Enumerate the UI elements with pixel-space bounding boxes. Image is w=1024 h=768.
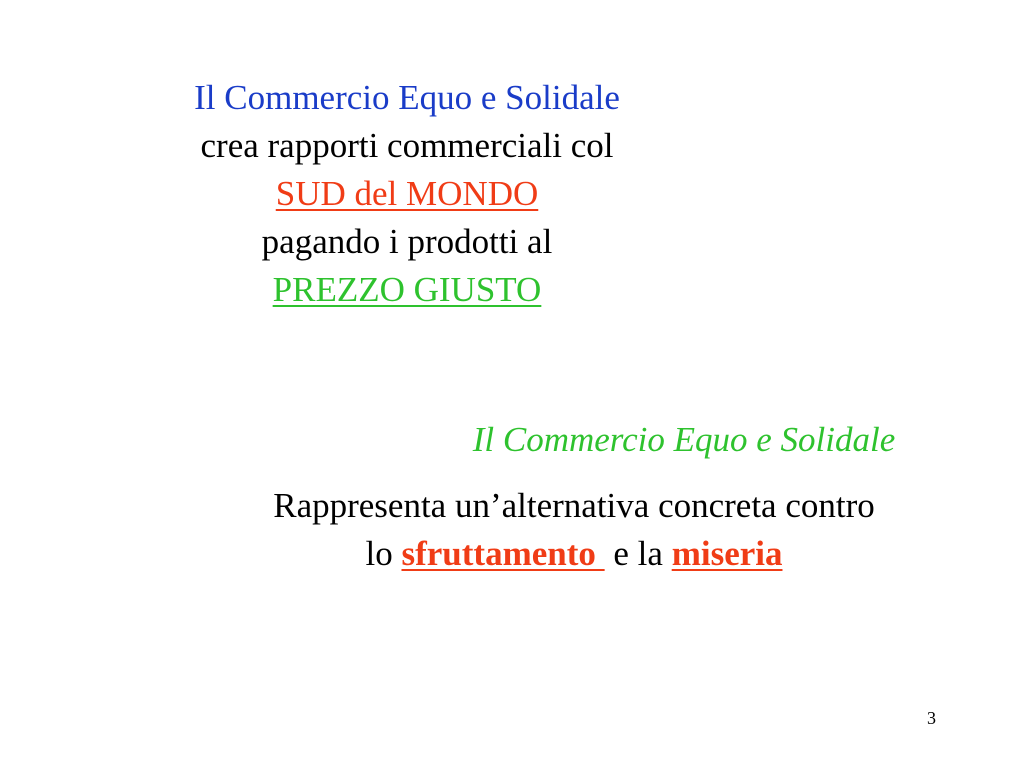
prezzo-giusto-text: PREZZO GIUSTO [272,270,542,309]
text-line-3 [0,174,814,214]
e-la-text: e la [604,534,672,573]
title-line: Il Commercio Equo e Solidale [194,78,620,117]
text-line-5 [0,270,814,310]
lo-text: lo [365,534,402,573]
sfruttamento-text: sfruttamento [401,534,605,573]
page-number: 3 [927,708,936,728]
lower-line-2 [62,534,1024,574]
text-line-4: pagando i prodotti al [261,222,553,261]
sud-del-mondo-text: SUD del MONDO [275,174,539,213]
lower-line-1: Rappresenta un’alternativa concreta contro [273,486,875,525]
text-line-2: crea rapporti commerciali col [200,126,614,165]
miseria-text: miseria [671,534,783,573]
lower-heading: Il Commercio Equo e Solidale [472,420,896,459]
